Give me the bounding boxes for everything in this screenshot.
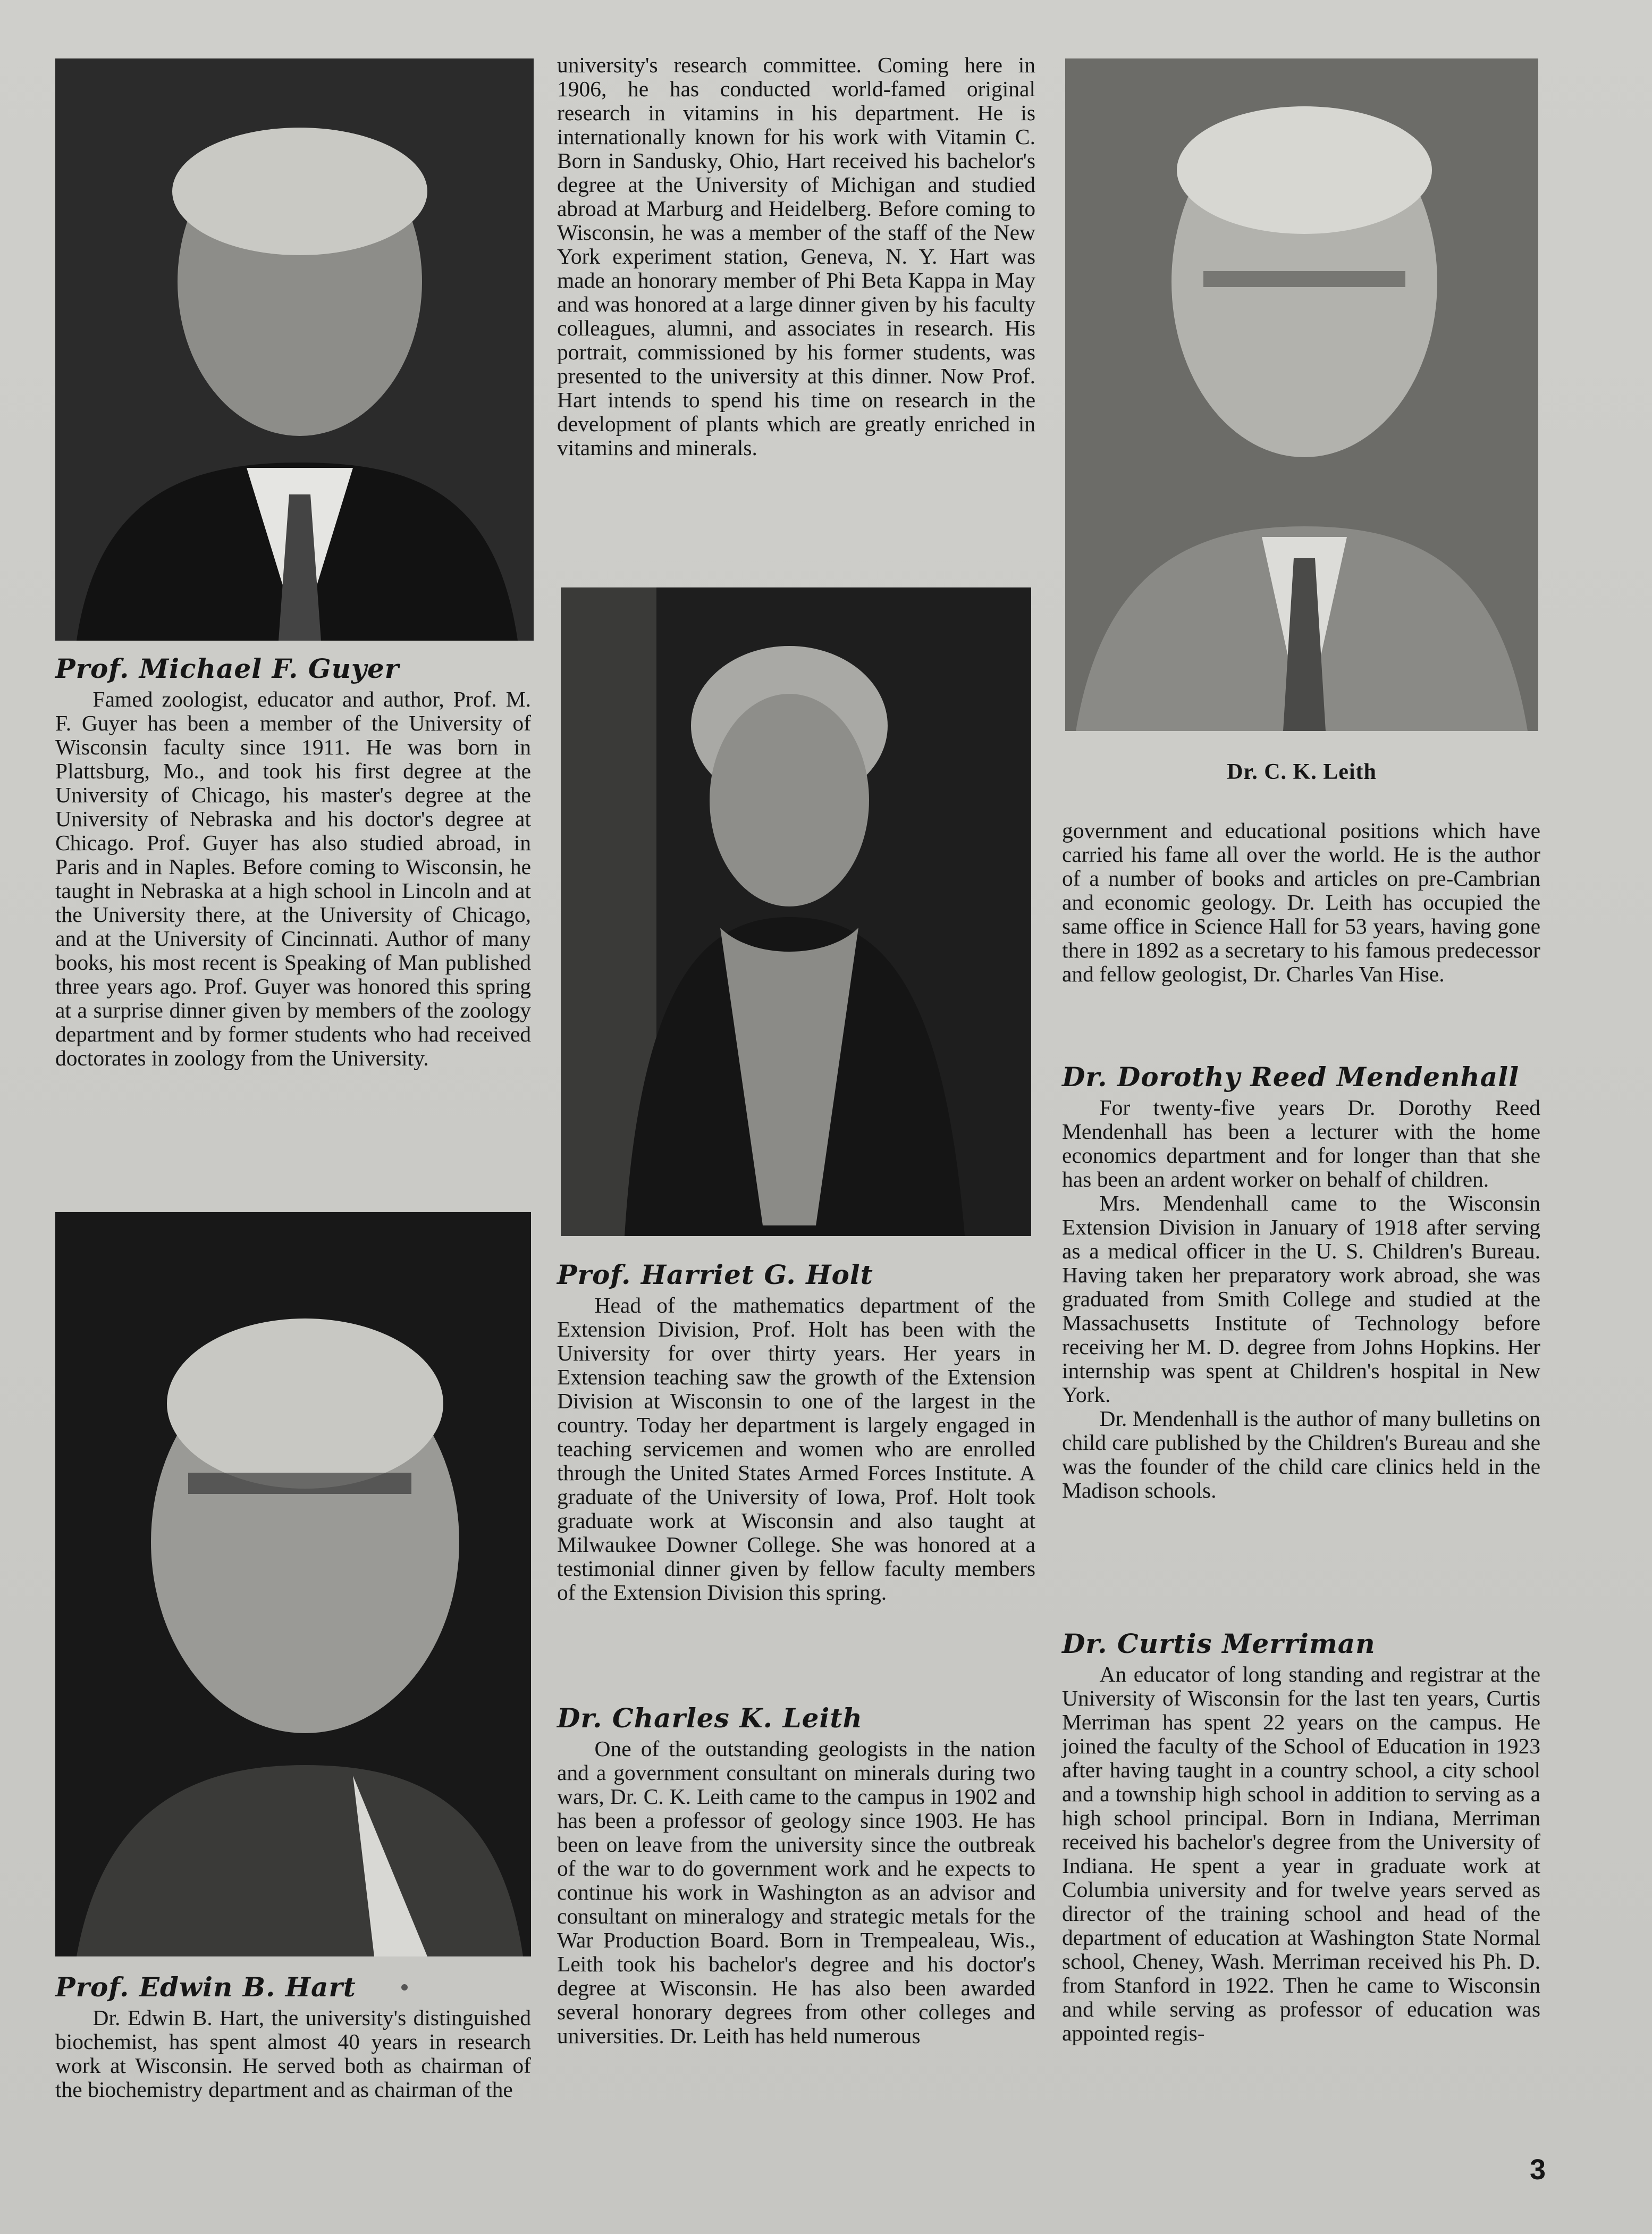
photo-charles-leith <box>1065 58 1538 731</box>
leith-article <box>557 1702 1035 2048</box>
merriman-body: An educator of long standing and registrar at the University of Wisconsin for the last ten years, Curtis Merriman has spent 22 years on the campus. He joined the faculty of the School of Education in 1923 after having taught in a country school, a city school and a township high school in addition to serving as a high school principal. Born in Indiana, Merriman received his bachelor's degree from the University of Indiana. He spent a year in graduate work at Columbia university and for twelve years served as director of the training school and head of the department of education at Washington State Normal school, Cheney, Wash. Merriman received his Ph. D. from Stanford in 1922. Then he came to Wisconsin and while serving as professor of education was appointed regis- <box>1062 1662 1540 2045</box>
mendenhall-body-3: Dr. Mendenhall is the author of many bulletins on child care published by the Children's Bureau and she was the founder of the child care clinics held in the Madison schools. <box>1062 1406 1540 1502</box>
photo-harriet-holt <box>561 587 1031 1236</box>
hart-body: Dr. Edwin B. Hart, the university's distinguished biochemist, has spent almost 40 years in research work at Wisconsin. He served both as chairman of the biochemistry department and as chairman of the <box>55 2005 531 2102</box>
hart-article <box>55 1971 531 2102</box>
hart-body-continued: university's research committee. Coming here in 1906, he has conducted world-famed original research in vitamins in his department. He is internationally known for his work with Vitamin C. Born in Sandusky, Ohio, Hart received his bachelor's degree at the University of Michigan and studied abroad at Marburg and Heidelberg. Before coming to Wisconsin, he was a member of the staff of the New York experiment station, Geneva, N. Y. Hart was made an honorary member of Phi Beta Kappa in May and was honored at a large dinner given by his faculty colleagues, alumni, and associates in research. His portrait, commissioned by his former students, was presented to the university at this dinner. Now Prof. Hart intends to spend his time on research in the development of plants which are greatly enriched in vitamins and minerals. <box>557 53 1035 460</box>
mendenhall-article <box>1062 1061 1540 1502</box>
hart-article-continued <box>557 53 1035 460</box>
holt-article <box>557 1259 1035 1605</box>
merriman-heading: Dr. Curtis Merriman <box>1062 1628 1376 1659</box>
leith-body-continued: government and educational positions which have carried his fame all over the world. He is the author of a number of books and articles on pre-Cambrian and economic geology. Dr. Leith has occupied the same office in Science Hall for 53 years, having gone there in 1892 as a secretary to his famous predecessor and fellow geologist, Dr. Charles Van Hise. <box>1062 818 1540 986</box>
photo-edwin-hart <box>55 1212 531 1956</box>
page-number: 3 <box>1529 2154 1546 2186</box>
holt-heading: Prof. Harriet G. Holt <box>557 1259 873 1290</box>
guyer-article <box>55 653 531 1070</box>
mendenhall-body-2: Mrs. Mendenhall came to the Wisconsin Extension Division in January of 1918 after serving as a medical officer in the U. S. Children's Bureau. Having taken her preparatory work abroad, she was graduated from Smith College and studied at the Massachusetts Institute of Technology before receiving her M. D. degree from Johns Hopkins. Her internship was spent at Children's hospital in New York. <box>1062 1191 1540 1407</box>
mendenhall-body-1: For twenty-five years Dr. Dorothy Reed Mendenhall has been a lecturer with the home economics department and for longer than that she has been an ardent worker on behalf of children. <box>1062 1095 1540 1191</box>
leith-article-continued <box>1062 819 1540 986</box>
leith-heading: Dr. Charles K. Leith <box>557 1702 863 1734</box>
photo-caption-leith: Dr. C. K. Leith <box>1227 760 1377 784</box>
photo-michael-guyer <box>55 58 534 641</box>
stray-dot <box>401 1984 408 1991</box>
guyer-body: Famed zoologist, educator and author, Prof. M. F. Guyer has been a member of the University of Wisconsin faculty since 1911. He was born in Plattsburg, Mo., and took his first degree at the University of Chicago, his master's degree at the University of Nebraska and his doctor's degree at Chicago. Prof. Guyer has also studied abroad, in Paris and in Naples. Before coming to Wisconsin, he taught in Nebraska at a high school in Lincoln and at the University there, at the University of Chicago, and at the University of Cincinnati. Author of many books, his most recent is Speaking of Man published three years ago. Prof. Guyer was honored this spring at a surprise dinner given by members of the zoology department and by former students who had received doctorates in zoology from the University. <box>55 687 531 1070</box>
holt-body: Head of the mathematics department of the Extension Division, Prof. Holt has been with the University for over thirty years. Her years in Extension teaching saw the growth of the Extension Division at Wisconsin to one of the largest in the country. Today her department is largely engaged in teaching servicemen and women who are enrolled through the United States Armed Forces Institute. A graduate of the University of Iowa, Prof. Holt took graduate work at Wisconsin and also taught at Milwaukee Downer College. She was honored at a testimonial dinner given by fellow faculty members of the Extension Division this spring. <box>557 1293 1035 1605</box>
hart-heading: Prof. Edwin B. Hart <box>55 1971 356 2003</box>
guyer-heading: Prof. Michael F. Guyer <box>55 653 400 684</box>
mendenhall-heading: Dr. Dorothy Reed Mendenhall <box>1062 1061 1520 1093</box>
leith-body: One of the outstanding geologists in the nation and a government consultant on minerals during two wars, Dr. C. K. Leith came to the campus in 1902 and has been a professor of geology since 1903. He has been on leave from the university since the outbreak of the war to do government work and he expects to continue his work in Washington as an advisor and consultant on mineralogy and strategic metals for the War Production Board. Born in Trempealeau, Wis., Leith took his bachelor's degree and his doctor's degree at Wisconsin. He has also been awarded several honorary degrees from other colleges and universities. Dr. Leith has held numerous <box>557 1736 1035 2048</box>
merriman-article <box>1062 1628 1540 2045</box>
